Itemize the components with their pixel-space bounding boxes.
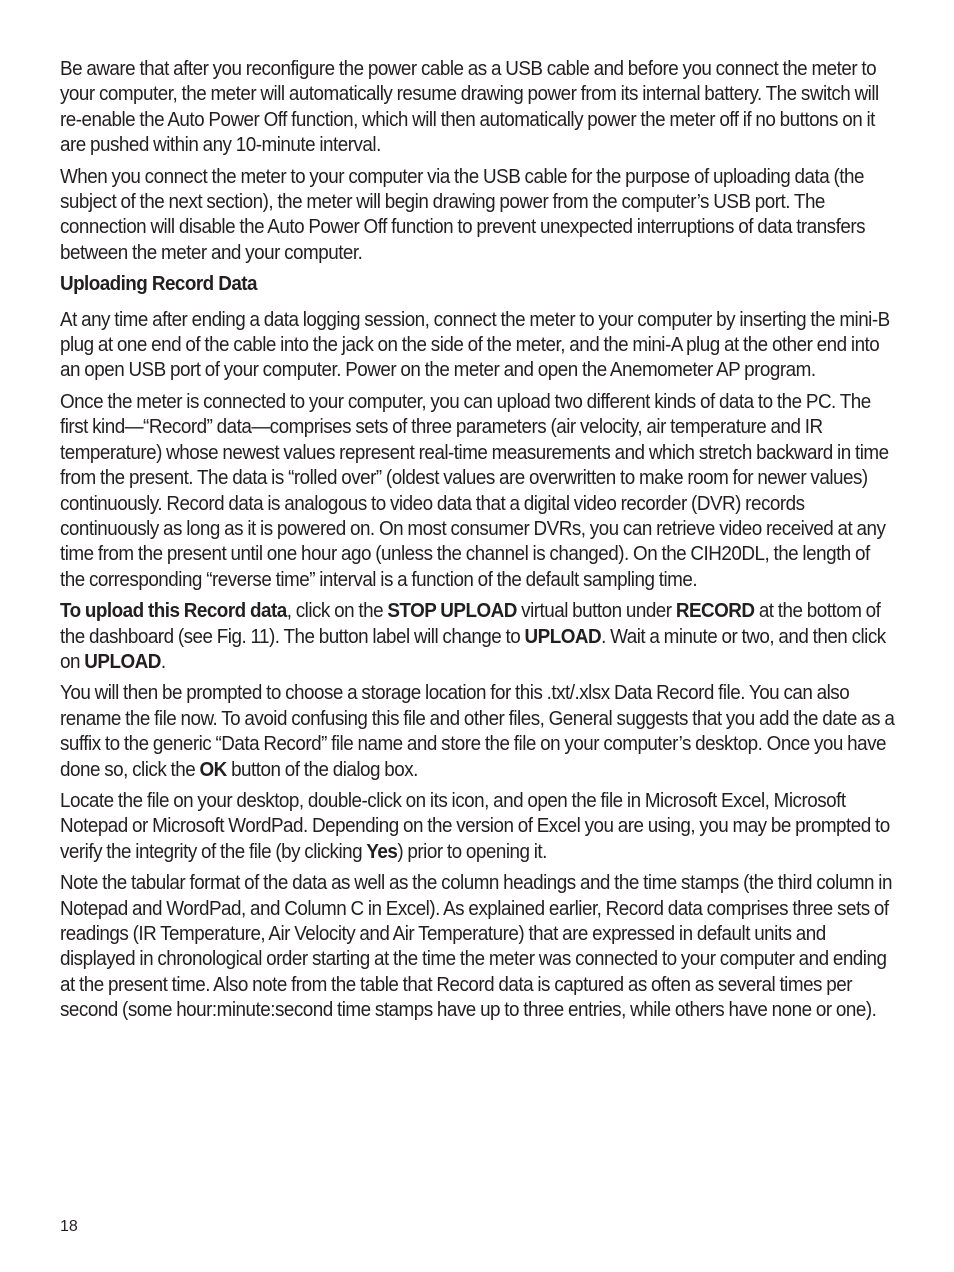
paragraph-usb-power-drawing: When you connect the meter to your computer via the USB cable for the purpose of uploading data (the subject of the next section), the meter will begin drawing power from the computer’s USB port. The connection will disable the Auto Power Off function to prevent unexpected interruptions of data transfers between the meter and your computer. <box>60 164 866 264</box>
record-label: RECORD <box>675 599 755 623</box>
paragraph-storage-location: You will then be prompted to choose a storage location for this .txt/.xlsx Data Record file. You can also rename the file now. To avoid confusing this file and other files, General suggests that you add the date as a suffix to the generic “Data Record” file name and store the file on your computer’s desktop. Once you have done so, click the OK button of the dialog box. <box>60 681 895 781</box>
section-heading-uploading-record-data: Uploading Record Data <box>60 272 257 296</box>
paragraph-open-file: Locate the file on your desktop, double-click on its icon, and open the file in Microsoft Excel, Microsoft Notepad or Microsoft WordPad. Depending on the version of Excel you are using, you may be prompted to verify the integrity of the file (by clicking Yes) prior to opening it. <box>60 788 890 863</box>
upload-record-lead: To upload this Record data <box>60 599 287 623</box>
upload-label-second: UPLOAD <box>84 649 161 673</box>
ok-label: OK <box>199 757 227 781</box>
paragraph-tabular-format: Note the tabular format of the data as well as the column headings and the time stamps (the third column in Notepad and WordPad, and Column C in Excel). As explained earlier, Record data comprises three sets of readings (IR Temperature, Air Velocity and Air Temperature) that are expressed in default units and displayed in chronological order starting at the time the meter was connected to your computer and ending at the present time. Also note from the table that Record data is captured as often as several times per second (some hour:minute:second time stamps have up to three entries, while others have none or one). <box>60 871 892 1022</box>
page-number: 18 <box>60 1218 78 1235</box>
paragraph-usb-cable-battery: Be aware that after you reconfigure the power cable as a USB cable and before you connect the meter to your computer, the meter will automatically resume drawing power from its internal battery. The switch will re-enable the Auto Power Off function, which will then automatically power the meter off if no buttons on it are pushed within any 10-minute interval. <box>60 57 879 157</box>
paragraph-upload-instructions: To upload this Record data, click on the STOP UPLOAD virtual button under RECORD at the bottom of the dashboard (see Fig. 11). The button label will change to UPLOAD. Wait a minute or two, and then click on UPLOAD. <box>60 599 886 673</box>
paragraph-connect-meter: At any time after ending a data logging session, connect the meter to your computer by inserting the mini-B plug at one end of the cable into the jack on the side of the meter, and the mini-A plug at the other end into an open USB port of your computer. Power on the meter and open the Anemometer AP program. <box>60 307 890 382</box>
upload-label: UPLOAD <box>524 624 602 648</box>
yes-label: Yes <box>366 839 398 863</box>
document-body <box>60 56 896 1029</box>
paragraph-record-data-explanation: Once the meter is connected to your computer, you can upload two different kinds of data to the PC. The first kind—“Record” data—comprises sets of three parameters (air velocity, air temperature and IR temperature) whose newest values represent real-time measurements and which stretch backward in time from the present. The data is “rolled over” (oldest values are overwritten to make room for newer values) continuously. Record data is analogous to video data that a digital video recorder (DVR) records continuously as long as it is powered on. On most consumer DVRs, you can retrieve video received at any time from the present until one hour ago (unless the channel is changed). On the CIH20DL, the length of the corresponding “reverse time” interval is a function of the default sampling time. <box>60 389 889 591</box>
stop-upload-label: STOP UPLOAD <box>387 599 517 623</box>
